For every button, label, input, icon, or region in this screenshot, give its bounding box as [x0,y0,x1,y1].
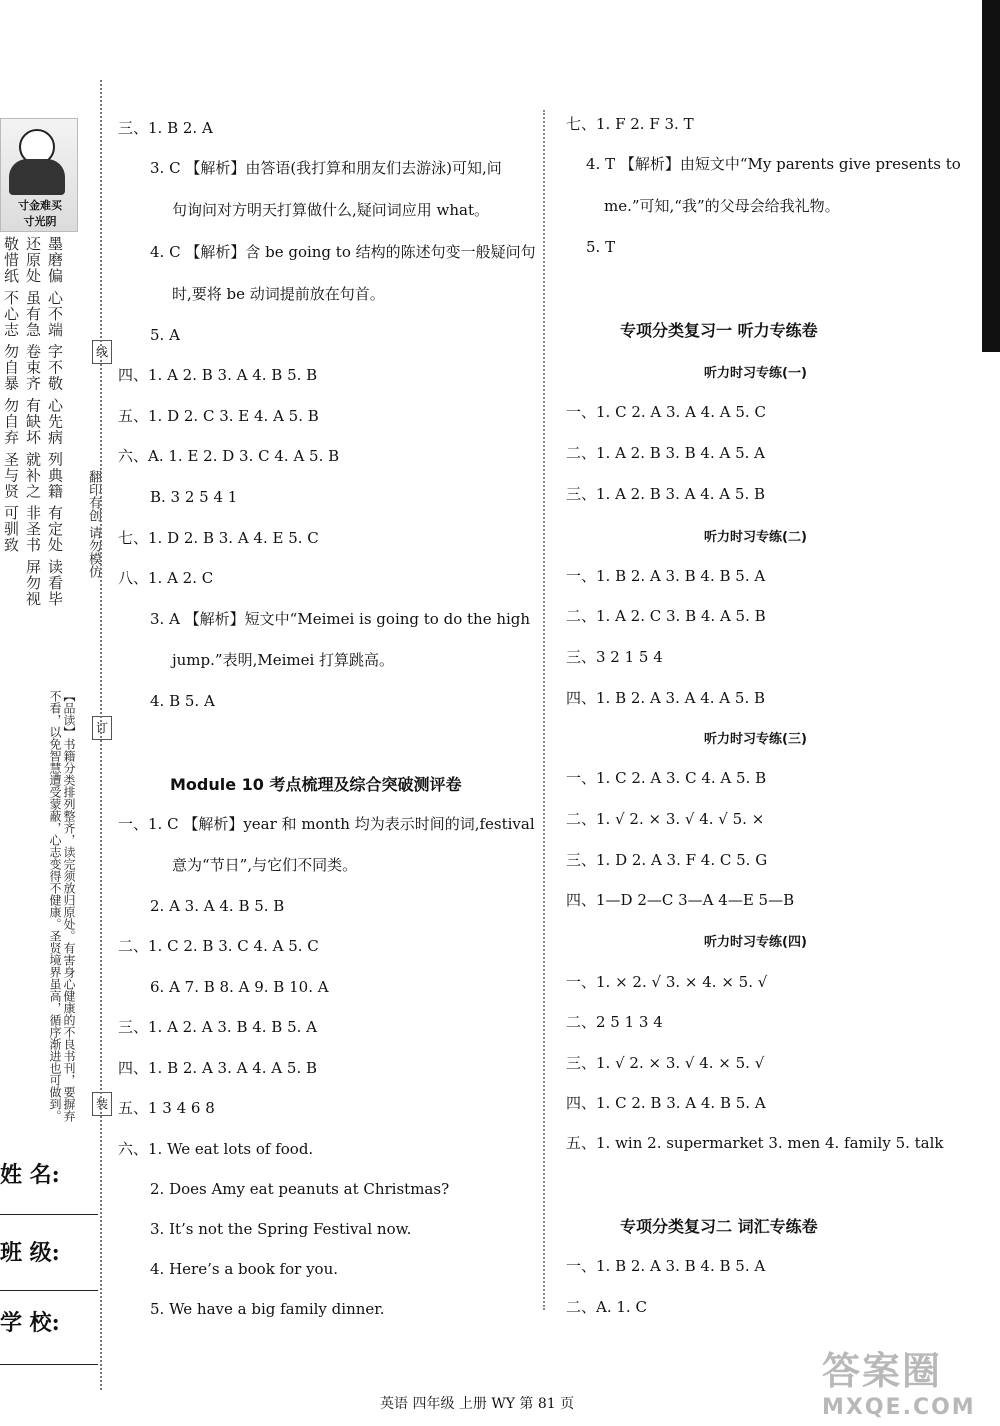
watermark [822,1340,992,1420]
answer-line: 2. Does Amy eat peanuts at Christmas? [150,1180,450,1198]
answer-line: 四、1. B 2. A 3. A 4. A 5. B [566,689,766,707]
mascot-body [9,159,65,195]
answer-line: 四、1. B 2. A 3. A 4. A 5. B [118,1059,318,1077]
page-footer: 英语 四年级 上册 WY 第 81 页 [380,1396,575,1412]
rule-column-b: 还原处 虽有急 卷束齐 有缺坏 就补之 非圣书 屏勿视 [24,236,42,607]
subsection-title: 听力时习专练(一) [704,366,807,381]
fold-mark-1: 线 [92,340,112,364]
fold-mark-3: 装 [92,1092,112,1116]
answer-line: 4. B 5. A [150,692,215,710]
answer-line: 二、1. A 2. C 3. B 4. A 5. B [566,607,766,625]
answer-line: 3. A 【解析】短文中“Meimei is going to do the high [150,610,531,628]
answer-line: 2. A 3. A 4. B 5. B [150,897,285,915]
answer-line: 时,要将 be 动词提前放在句首。 [172,285,385,303]
answer-line: 三、1. A 2. B 3. A 4. A 5. B [566,485,766,503]
answer-line: 七、1. D 2. B 3. A 4. E 5. C [118,529,319,547]
name-label: 姓 名: [0,1162,60,1188]
answer-line: 四、1. C 2. B 3. A 4. B 5. A [566,1094,766,1112]
answer-line: 三、1. B 2. A [118,119,213,137]
reading-note: 【品读】书籍分类排列整齐，读完须放归原处。有害身心健康的不良书刊，要摒弃不看，以免智慧遭受蒙蔽，心志变得不健康。圣贤境界虽高，循序渐进也可做到。 [48,690,76,1122]
class-label: 班 级: [0,1240,60,1266]
fold-mark-2: 订 [92,716,112,740]
answer-line: 一、1. C 2. A 3. A 4. A 5. C [566,403,766,421]
answer-line: me.”可知,“我”的父母会给我礼物。 [604,197,840,215]
answer-line: 一、1. B 2. A 3. B 4. B 5. A [566,567,766,585]
answer-line: 5. We have a big family dinner. [150,1300,385,1318]
subsection-title: 听力时习专练(三) [704,732,807,747]
answer-line: 八、1. A 2. C [118,569,214,587]
answer-line: 5. T [586,238,616,256]
answer-line: 句询问对方明天打算做什么,疑问词应用 what。 [172,201,490,219]
binding-dotted-line [100,80,102,1390]
binding-margin [0,0,112,1426]
answer-line: 五、1. win 2. supermarket 3. men 4. family 5. talk [566,1134,944,1152]
module-title: Module 10 考点梳理及综合突破测评卷 [170,775,462,794]
answer-line: 五、1 3 4 6 8 [118,1099,215,1117]
answer-line: 四、1—D 2—C 3—A 4—E 5—B [566,891,795,909]
school-underline[interactable] [0,1364,98,1365]
answer-line: 一、1. C 【解析】year 和 month 均为表示时间的词,festival [118,815,535,833]
answer-line: 5. A [150,326,180,344]
watermark-logo: 答案圈 [822,1349,943,1393]
rule-column-a: 敬惜纸 不心志 勿自暴 勿自弃 圣与贤 可驯致 [2,236,20,553]
column-separator [543,110,545,1310]
answer-line: jump.”表明,Meimei 打算跳高。 [172,651,395,669]
answer-line: 一、1. × 2. √ 3. × 4. × 5. √ [566,973,768,991]
mascot-caption-1: 寸金难买 [18,199,62,212]
answer-line: 二、1. A 2. B 3. B 4. A 5. A [566,444,766,462]
answer-line: 4. Here’s a book for you. [150,1260,339,1278]
section2-title: 专项分类复习二 词汇专练卷 [620,1217,818,1236]
answer-line: 三、1. D 2. A 3. F 4. C 5. G [566,851,768,869]
class-underline[interactable] [0,1290,98,1291]
answer-line: 4. C 【解析】含 be going to 结构的陈述句变一般疑问句 [150,243,536,261]
answer-line: 二、1. √ 2. × 3. √ 4. √ 5. × [566,810,765,828]
answer-line: 四、1. A 2. B 3. A 4. B 5. B [118,366,318,384]
section1-title: 专项分类复习一 听力专练卷 [620,321,818,340]
answer-line: 一、1. B 2. A 3. B 4. B 5. A [566,1257,766,1275]
answer-line: 三、3 2 1 5 4 [566,648,663,666]
answer-line: 二、2 5 1 3 4 [566,1013,663,1031]
answer-line: 3. It’s not the Spring Festival now. [150,1220,412,1238]
answer-line: 意为“节日”,与它们不同类。 [172,856,358,874]
answer-line: 二、A. 1. C [566,1298,647,1316]
answer-line: 三、1. A 2. A 3. B 4. B 5. A [118,1018,318,1036]
name-underline[interactable] [0,1214,98,1215]
answer-line: 3. C 【解析】由答语(我打算和朋友们去游泳)可知,问 [150,159,502,177]
answer-line: 一、1. C 2. A 3. C 4. A 5. B [566,769,767,787]
mascot-illustration [0,118,78,232]
answer-line: 4. T 【解析】由短文中“My parents give presents to [586,155,961,173]
answer-line: 六、A. 1. E 2. D 3. C 4. A 5. B [118,447,340,465]
school-label: 学 校: [0,1310,60,1336]
scan-edge [982,0,1000,352]
rule-column-c: 墨磨偏 心不端 字不敬 心先病 列典籍 有定处 读看毕 [46,236,64,607]
watermark-url: MXQE.COM [822,1395,976,1420]
answer-line: 三、1. √ 2. × 3. √ 4. × 5. √ [566,1054,765,1072]
answer-line: 七、1. F 2. F 3. T [566,115,694,133]
answer-line: 五、1. D 2. C 3. E 4. A 5. B [118,407,319,425]
subsection-title: 听力时习专练(二) [704,530,807,545]
answer-line: 6. A 7. B 8. A 9. B 10. A [150,978,329,996]
mascot-caption-2: 寸光阴 [23,215,57,228]
answer-line: B. 3 2 5 4 1 [150,488,238,506]
subsection-title: 听力时习专练(四) [704,935,807,950]
copyright-notice: 翻印有创 请勿模仿 [86,470,101,579]
answer-line: 六、1. We eat lots of food. [118,1140,314,1158]
answer-line: 二、1. C 2. B 3. C 4. A 5. C [118,937,319,955]
